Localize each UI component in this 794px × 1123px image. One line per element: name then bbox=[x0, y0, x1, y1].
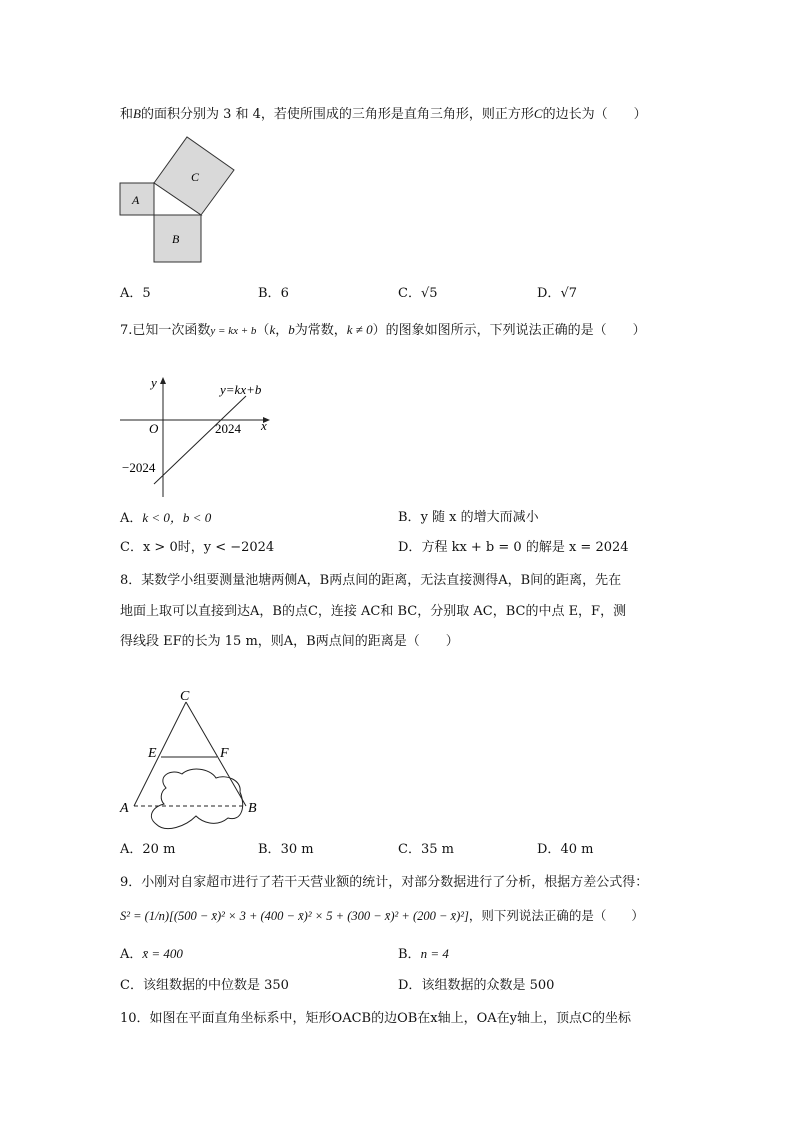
q9-variance-formula: S² = (1/n)[(500 − x̄)² × 3 + (400 − x̄)² × 5 + (300 − x̄)² + (200 − x̄)²] bbox=[120, 909, 469, 923]
function-line bbox=[154, 396, 246, 484]
q6-option-c[interactable]: C．√5 bbox=[398, 286, 438, 301]
side-AC bbox=[134, 702, 186, 806]
q6-squares-figure bbox=[118, 135, 240, 265]
q8-line-3: 得线段 EF的长为 15 m，则A，B两点间的距离是（ ） bbox=[120, 634, 459, 649]
q7-graph-figure bbox=[118, 372, 278, 504]
q6-stem-part: 的面积分别为 3 和 4，若使所围成的三角形是直角三角形，则正方形 bbox=[140, 107, 534, 122]
side-BC bbox=[186, 702, 246, 806]
pond-outline bbox=[151, 769, 242, 829]
q6-option-d[interactable]: D．√7 bbox=[537, 286, 577, 301]
q9-option-a[interactable]: A．x̄ = 400 bbox=[120, 946, 183, 962]
q10-line-1: 10．如图在平面直角坐标系中，矩形OACB的边OB在x轴上，OA在y轴上，顶点C的坐标 bbox=[120, 1011, 631, 1026]
q7-option-b[interactable]: B．y 随 x 的增大而减小 bbox=[398, 510, 539, 525]
label-C: C bbox=[180, 689, 190, 704]
q8-option-a[interactable]: A．20 m bbox=[120, 842, 176, 857]
q8-option-b[interactable]: B．30 m bbox=[258, 842, 314, 857]
label-function: y=kx+b bbox=[220, 382, 262, 397]
q7-option-a[interactable]: A．k < 0，b < 0 bbox=[120, 510, 212, 526]
label-B: B bbox=[248, 801, 257, 816]
y-axis-arrow bbox=[160, 377, 166, 384]
q6-stem-c: C bbox=[533, 106, 543, 121]
q8-line-1: 8．某数学小组要测量池塘两侧A，B两点间的距离，无法直接测得A，B间的距离，先在 bbox=[120, 573, 622, 588]
q9-formula-line bbox=[120, 906, 644, 926]
q6-stem bbox=[120, 104, 647, 125]
label-x-intercept: 2024 bbox=[215, 421, 241, 436]
label-y-intercept: −2024 bbox=[122, 460, 156, 475]
q9-option-c[interactable]: C．该组数据的中位数是 350 bbox=[120, 978, 289, 993]
q6-option-a[interactable]: A．5 bbox=[120, 286, 151, 301]
label-A: A bbox=[120, 801, 129, 816]
label-F: F bbox=[220, 746, 229, 761]
q9-option-b[interactable]: B．n = 4 bbox=[398, 946, 449, 962]
label-x: x bbox=[261, 418, 267, 433]
q6-stem-part: 的边长为（ ） bbox=[542, 107, 647, 122]
q7-option-c[interactable]: C．x > 0时，y < −2024 bbox=[120, 540, 275, 555]
label-C: C bbox=[191, 170, 200, 184]
q7-stem: 7.已知一次函数y = kx + b（k，b为常数，k ≠ 0）的图象如图所示，下列说法正确的是（ ） bbox=[120, 322, 646, 338]
q6-option-b[interactable]: B．6 bbox=[258, 286, 289, 301]
label-A: A bbox=[132, 193, 140, 207]
q6-stem-part: 和 bbox=[120, 107, 134, 122]
q8-pond-figure bbox=[116, 688, 266, 836]
q8-line-2: 地面上取可以直接到达A，B的点C，连接 AC和 BC，分别取 AC，BC的中点 E，F，测 bbox=[120, 604, 627, 619]
q9-option-d[interactable]: D．该组数据的众数是 500 bbox=[398, 978, 555, 993]
label-y: y bbox=[151, 375, 157, 390]
label-B: B bbox=[172, 232, 180, 246]
label-origin: O bbox=[149, 421, 159, 436]
label-E: E bbox=[148, 746, 157, 761]
q8-option-c[interactable]: C．35 m bbox=[398, 842, 454, 857]
q7-option-d[interactable]: D．方程 kx + b = 0 的解是 x = 2024 bbox=[398, 540, 629, 555]
q6-stem-b: B bbox=[133, 106, 141, 121]
q9-line-1: 9．小刚对自家超市进行了若干天营业额的统计，对部分数据进行了分析，根据方差公式得： bbox=[120, 875, 649, 890]
q8-option-d[interactable]: D．40 m bbox=[537, 842, 594, 857]
q9-formula-after: ，则下列说法正确的是（ ） bbox=[468, 908, 644, 923]
